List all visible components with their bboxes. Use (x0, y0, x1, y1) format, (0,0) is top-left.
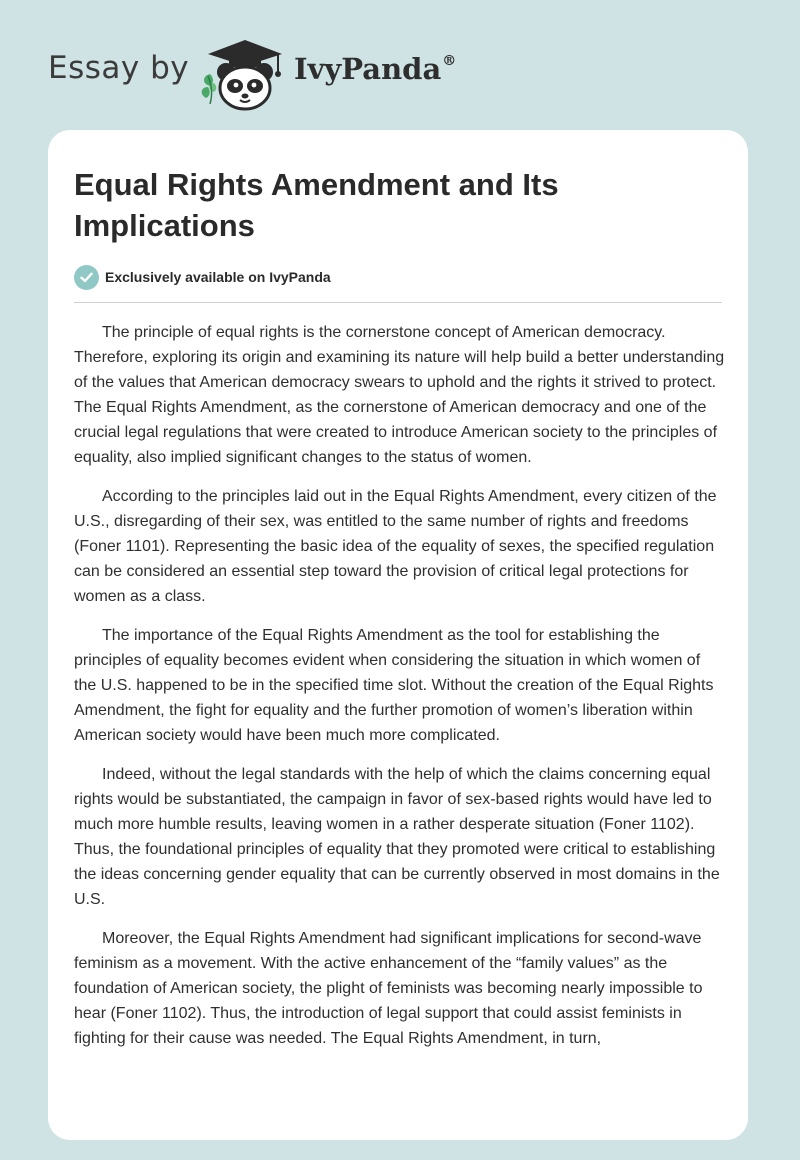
essay-title: Equal Rights Amendment and Its Implications (74, 167, 559, 243)
paragraph: Moreover, the Equal Rights Amendment had significant implications for second-wave feminism as a movement. With the active enhancement of the “family values” as the foundation of American society, the plight of feminists was becoming nearly impossible to hear (Foner 1102). Thus, the introduction of legal support that could assist feminists in fighting for their cause was needed. The Equal Rights Amendment, in turn, (74, 930, 703, 1047)
paragraph: Indeed, without the legal standards with the help of which the claims concerning equal rights would be substantiated, the campaign in favor of sex-based rights would have led to much more humble results, leaving women in a rather desperate situation (Foner 1102). Thus, the foundational principles of equality that they promoted were critical to establishing the ideas concerning gender equality that can be currently observed in most domains in the U.S. (74, 766, 720, 908)
check-icon (74, 265, 99, 290)
essay-card (48, 130, 748, 1140)
paragraph: The importance of the Equal Rights Amendment as the tool for establishing the principles of equality becomes evident when considering the situation in which women of the U.S. happened to be in the specified time slot. Without the creation of the Equal Rights Amendment, the fight for equality and the further promotion of women’s liberation within American society would have been much more complicated. (74, 627, 714, 744)
exclusive-label: Exclusively available on IvyPanda (105, 269, 331, 285)
brand-name (294, 52, 456, 86)
exclusive-badge (74, 264, 331, 290)
essay-by-label: Essay by (48, 50, 190, 86)
essay-body (74, 320, 726, 1065)
panda-graduate-logo (200, 34, 290, 114)
divider (74, 302, 722, 303)
site-header (0, 0, 800, 130)
registered-mark: ® (442, 53, 457, 69)
paragraph: The principle of equal rights is the cornerstone concept of American democracy. Therefore, exploring its origin and examining its nature will help build a better understanding of the values that American democracy swears to uphold and the rights it strived to protect. The Equal Rights Amendment, as the cornerstone of American democracy and one of the crucial legal regulations that were created to introduce American society to the principles of equality, also implied significant changes to the status of women. (74, 324, 725, 466)
brand-text: IvyPanda (294, 52, 442, 86)
paragraph: According to the principles laid out in the Equal Rights Amendment, every citizen of the U.S., disregarding of their sex, was entitled to the same number of rights and freedoms (Foner 1101). Representing the basic idea of the equality of sexes, the specified regulation can be considered an essential step toward the provision of critical legal protections for women as a class. (74, 488, 717, 605)
